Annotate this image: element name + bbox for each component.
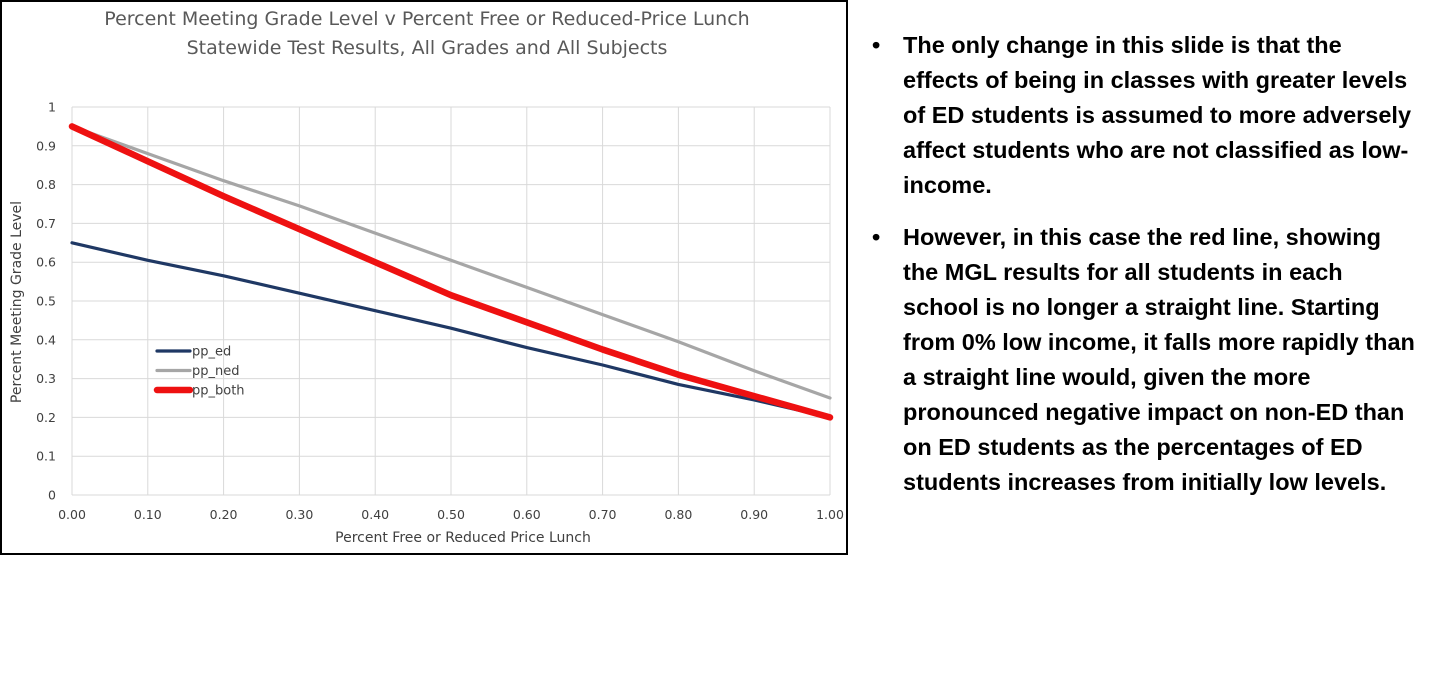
notes-list	[868, 28, 1420, 517]
y-tick-label: 0.2	[36, 409, 56, 425]
y-tick-label: 0.7	[36, 215, 56, 231]
bullet-icon: •	[872, 224, 881, 250]
x-tick-labels	[58, 507, 844, 522]
note-item	[868, 220, 1420, 500]
y-tick-label: 0.4	[36, 332, 56, 348]
bullet-icon: •	[872, 32, 881, 58]
note-item	[868, 28, 1420, 203]
chart-subtitle: Statewide Test Results, All Grades and All Subjects	[186, 37, 668, 59]
y-tick-label: 0.8	[36, 177, 56, 193]
y-tick-label: 0.6	[36, 254, 56, 270]
legend-label-pp_ed: pp_ed	[192, 344, 232, 360]
chart-title: Percent Meeting Grade Level v Percent Free or Reduced-Price Lunch	[104, 8, 750, 30]
legend	[157, 345, 245, 399]
x-tick-label: 1.00	[816, 507, 844, 522]
x-tick-label: 0.90	[740, 507, 769, 522]
x-tick-label: 0.40	[361, 507, 390, 522]
x-tick-label: 0.60	[512, 507, 541, 522]
y-tick-label: 0.9	[36, 138, 56, 154]
x-tick-label: 0.10	[133, 507, 162, 522]
x-tick-label: 0.30	[285, 507, 314, 522]
y-tick-label: 0.3	[36, 371, 56, 387]
grid-layer	[72, 107, 830, 495]
x-axis-label: Percent Free or Reduced Price Lunch	[335, 530, 591, 546]
x-tick-label: 0.20	[209, 507, 238, 522]
legend-label-pp_both: pp_both	[192, 383, 245, 399]
x-tick-label: 0.50	[437, 507, 465, 522]
legend-label-pp_ned: pp_ned	[192, 364, 240, 379]
x-tick-label: 0.80	[664, 507, 693, 522]
note-text: The only change in this slide is that the effects of being in classes with greater levels of ED students is assumed to more adversely affect students who are not classified as low-income.	[903, 32, 1412, 198]
chart-svg	[2, 2, 848, 555]
y-tick-label: 1	[48, 99, 56, 115]
y-tick-label: 0.5	[36, 293, 56, 309]
y-tick-labels	[36, 100, 56, 503]
y-tick-label: 0.1	[36, 448, 56, 464]
y-tick-label: 0	[48, 487, 56, 503]
chart-frame	[0, 0, 848, 555]
x-tick-label: 0.70	[588, 507, 617, 522]
note-text: However, in this case the red line, showing the MGL results for all students in each school is no longer a straight line. Starting from 0% low income, it falls more rapidly than a straight line would, given the more pronounced negative impact on non-ED than on ED students as the percentages of ED students increases from initially low levels.	[903, 224, 1415, 495]
y-axis-label: Percent Meeting Grade Level	[9, 200, 25, 404]
x-tick-label: 0.00	[58, 507, 86, 522]
